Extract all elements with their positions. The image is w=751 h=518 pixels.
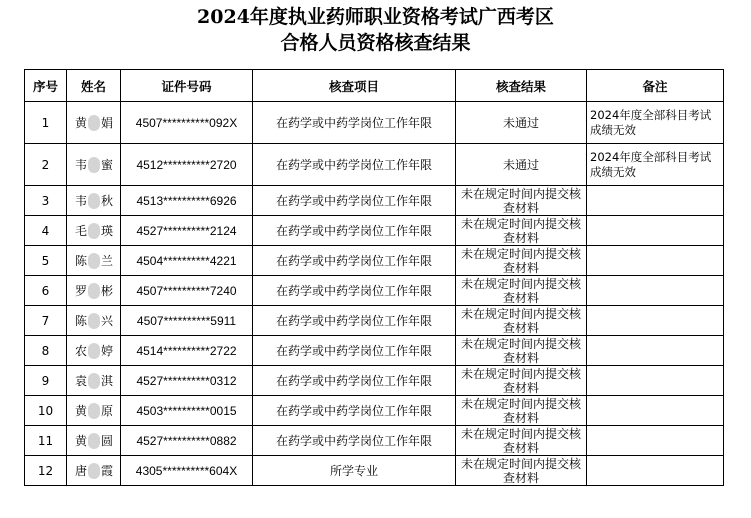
redaction-blur	[88, 463, 100, 479]
header-id: 证件号码	[121, 70, 253, 102]
table-header-row	[25, 70, 724, 102]
cell-note: 2024年度全部科目考试成绩无效	[587, 144, 724, 186]
cell-id-number: 4507**********7240	[121, 276, 253, 306]
table-row	[25, 216, 724, 246]
table-row	[25, 306, 724, 336]
cell-note	[587, 306, 724, 336]
table-row	[25, 144, 724, 186]
name-first-char: 韦	[75, 193, 88, 208]
cell-check-result: 未在规定时间内提交核查材料	[456, 216, 587, 246]
cell-id-number: 4527**********0882	[121, 426, 253, 456]
cell-id-number: 4503**********0015	[121, 396, 253, 426]
cell-check-result: 未在规定时间内提交核查材料	[456, 276, 587, 306]
cell-name	[67, 396, 121, 426]
cell-seq: 2	[25, 144, 67, 186]
table-row	[25, 456, 724, 486]
cell-name	[67, 306, 121, 336]
header-seq: 序号	[25, 70, 67, 102]
cell-check-item: 在药学或中药学岗位工作年限	[253, 144, 456, 186]
results-table	[24, 69, 724, 486]
table-row	[25, 276, 724, 306]
table-row	[25, 426, 724, 456]
cell-name	[67, 366, 121, 396]
table-row	[25, 102, 724, 144]
cell-check-item: 在药学或中药学岗位工作年限	[253, 366, 456, 396]
cell-seq: 8	[25, 336, 67, 366]
cell-id-number: 4507**********5911	[121, 306, 253, 336]
cell-check-item: 在药学或中药学岗位工作年限	[253, 276, 456, 306]
redaction-blur	[88, 253, 100, 269]
cell-name	[67, 186, 121, 216]
redaction-blur	[88, 115, 100, 131]
document-title: 2024年度执业药师职业资格考试广西考区	[197, 6, 554, 28]
table-row	[25, 396, 724, 426]
name-last-char: 瑛	[101, 223, 114, 238]
name-last-char: 淇	[101, 373, 114, 388]
name-last-char: 彬	[101, 283, 114, 298]
name-first-char: 黄	[75, 433, 88, 448]
cell-name	[67, 336, 121, 366]
name-first-char: 袁	[75, 373, 88, 388]
cell-check-item: 在药学或中药学岗位工作年限	[253, 186, 456, 216]
redaction-blur	[88, 343, 100, 359]
cell-check-item: 在药学或中药学岗位工作年限	[253, 246, 456, 276]
table-row	[25, 186, 724, 216]
name-last-char: 婷	[101, 343, 114, 358]
header-result: 核查结果	[456, 70, 587, 102]
cell-seq: 7	[25, 306, 67, 336]
table-row	[25, 366, 724, 396]
cell-note	[587, 216, 724, 246]
cell-check-result: 未在规定时间内提交核查材料	[456, 426, 587, 456]
cell-id-number: 4513**********6926	[121, 186, 253, 216]
cell-id-number: 4527**********0312	[121, 366, 253, 396]
cell-seq: 5	[25, 246, 67, 276]
name-last-char: 兰	[101, 253, 114, 268]
cell-note	[587, 366, 724, 396]
cell-id-number: 4514**********2722	[121, 336, 253, 366]
redaction-blur	[88, 403, 100, 419]
redaction-blur	[88, 283, 100, 299]
redaction-blur	[88, 313, 100, 329]
cell-name	[67, 144, 121, 186]
header-name: 姓名	[67, 70, 121, 102]
name-first-char: 罗	[75, 283, 88, 298]
header-item: 核查项目	[253, 70, 456, 102]
cell-note	[587, 186, 724, 216]
name-first-char: 唐	[75, 463, 88, 478]
document-subtitle: 合格人员资格核查结果	[280, 32, 471, 54]
cell-id-number: 4527**********2124	[121, 216, 253, 246]
cell-check-item: 所学专业	[253, 456, 456, 486]
cell-seq: 1	[25, 102, 67, 144]
name-first-char: 陈	[75, 313, 88, 328]
redaction-blur	[88, 223, 100, 239]
cell-note	[587, 336, 724, 366]
cell-check-item: 在药学或中药学岗位工作年限	[253, 396, 456, 426]
cell-check-item: 在药学或中药学岗位工作年限	[253, 306, 456, 336]
cell-check-item: 在药学或中药学岗位工作年限	[253, 336, 456, 366]
cell-check-item: 在药学或中药学岗位工作年限	[253, 216, 456, 246]
cell-note	[587, 426, 724, 456]
cell-check-result: 未在规定时间内提交核查材料	[456, 456, 587, 486]
cell-seq: 9	[25, 366, 67, 396]
cell-name	[67, 456, 121, 486]
cell-id-number: 4504**********4221	[121, 246, 253, 276]
redaction-blur	[88, 373, 100, 389]
cell-check-result: 未在规定时间内提交核查材料	[456, 246, 587, 276]
name-first-char: 农	[75, 343, 88, 358]
cell-note	[587, 246, 724, 276]
cell-check-result: 未在规定时间内提交核查材料	[456, 306, 587, 336]
cell-seq: 4	[25, 216, 67, 246]
cell-check-result: 未在规定时间内提交核查材料	[456, 366, 587, 396]
name-last-char: 蜜	[101, 157, 114, 172]
name-first-char: 黄	[75, 403, 88, 418]
table-row	[25, 336, 724, 366]
cell-name	[67, 276, 121, 306]
cell-name	[67, 216, 121, 246]
cell-seq: 6	[25, 276, 67, 306]
cell-check-result: 未通过	[456, 102, 587, 144]
name-first-char: 黄	[75, 115, 88, 130]
table-row	[25, 246, 724, 276]
cell-check-result: 未在规定时间内提交核查材料	[456, 186, 587, 216]
cell-id-number: 4305**********604X	[121, 456, 253, 486]
cell-note	[587, 276, 724, 306]
cell-name	[67, 102, 121, 144]
cell-seq: 10	[25, 396, 67, 426]
cell-check-item: 在药学或中药学岗位工作年限	[253, 426, 456, 456]
cell-note	[587, 396, 724, 426]
cell-check-result: 未在规定时间内提交核查材料	[456, 336, 587, 366]
redaction-blur	[88, 157, 100, 173]
name-last-char: 圆	[101, 433, 114, 448]
redaction-blur	[88, 193, 100, 209]
cell-name	[67, 426, 121, 456]
name-first-char: 毛	[75, 223, 88, 238]
cell-id-number: 4512**********2720	[121, 144, 253, 186]
name-first-char: 陈	[75, 253, 88, 268]
cell-id-number: 4507**********092X	[121, 102, 253, 144]
name-last-char: 兴	[101, 313, 114, 328]
cell-name	[67, 246, 121, 276]
name-last-char: 娟	[101, 115, 114, 130]
cell-check-result: 未通过	[456, 144, 587, 186]
cell-check-result: 未在规定时间内提交核查材料	[456, 396, 587, 426]
name-last-char: 原	[101, 403, 114, 418]
name-first-char: 韦	[75, 157, 88, 172]
cell-note	[587, 456, 724, 486]
redaction-blur	[88, 433, 100, 449]
cell-note: 2024年度全部科目考试成绩无效	[587, 102, 724, 144]
name-last-char: 霞	[101, 463, 114, 478]
cell-seq: 11	[25, 426, 67, 456]
header-note: 备注	[587, 70, 724, 102]
cell-seq: 3	[25, 186, 67, 216]
cell-check-item: 在药学或中药学岗位工作年限	[253, 102, 456, 144]
name-last-char: 秋	[101, 193, 114, 208]
cell-seq: 12	[25, 456, 67, 486]
